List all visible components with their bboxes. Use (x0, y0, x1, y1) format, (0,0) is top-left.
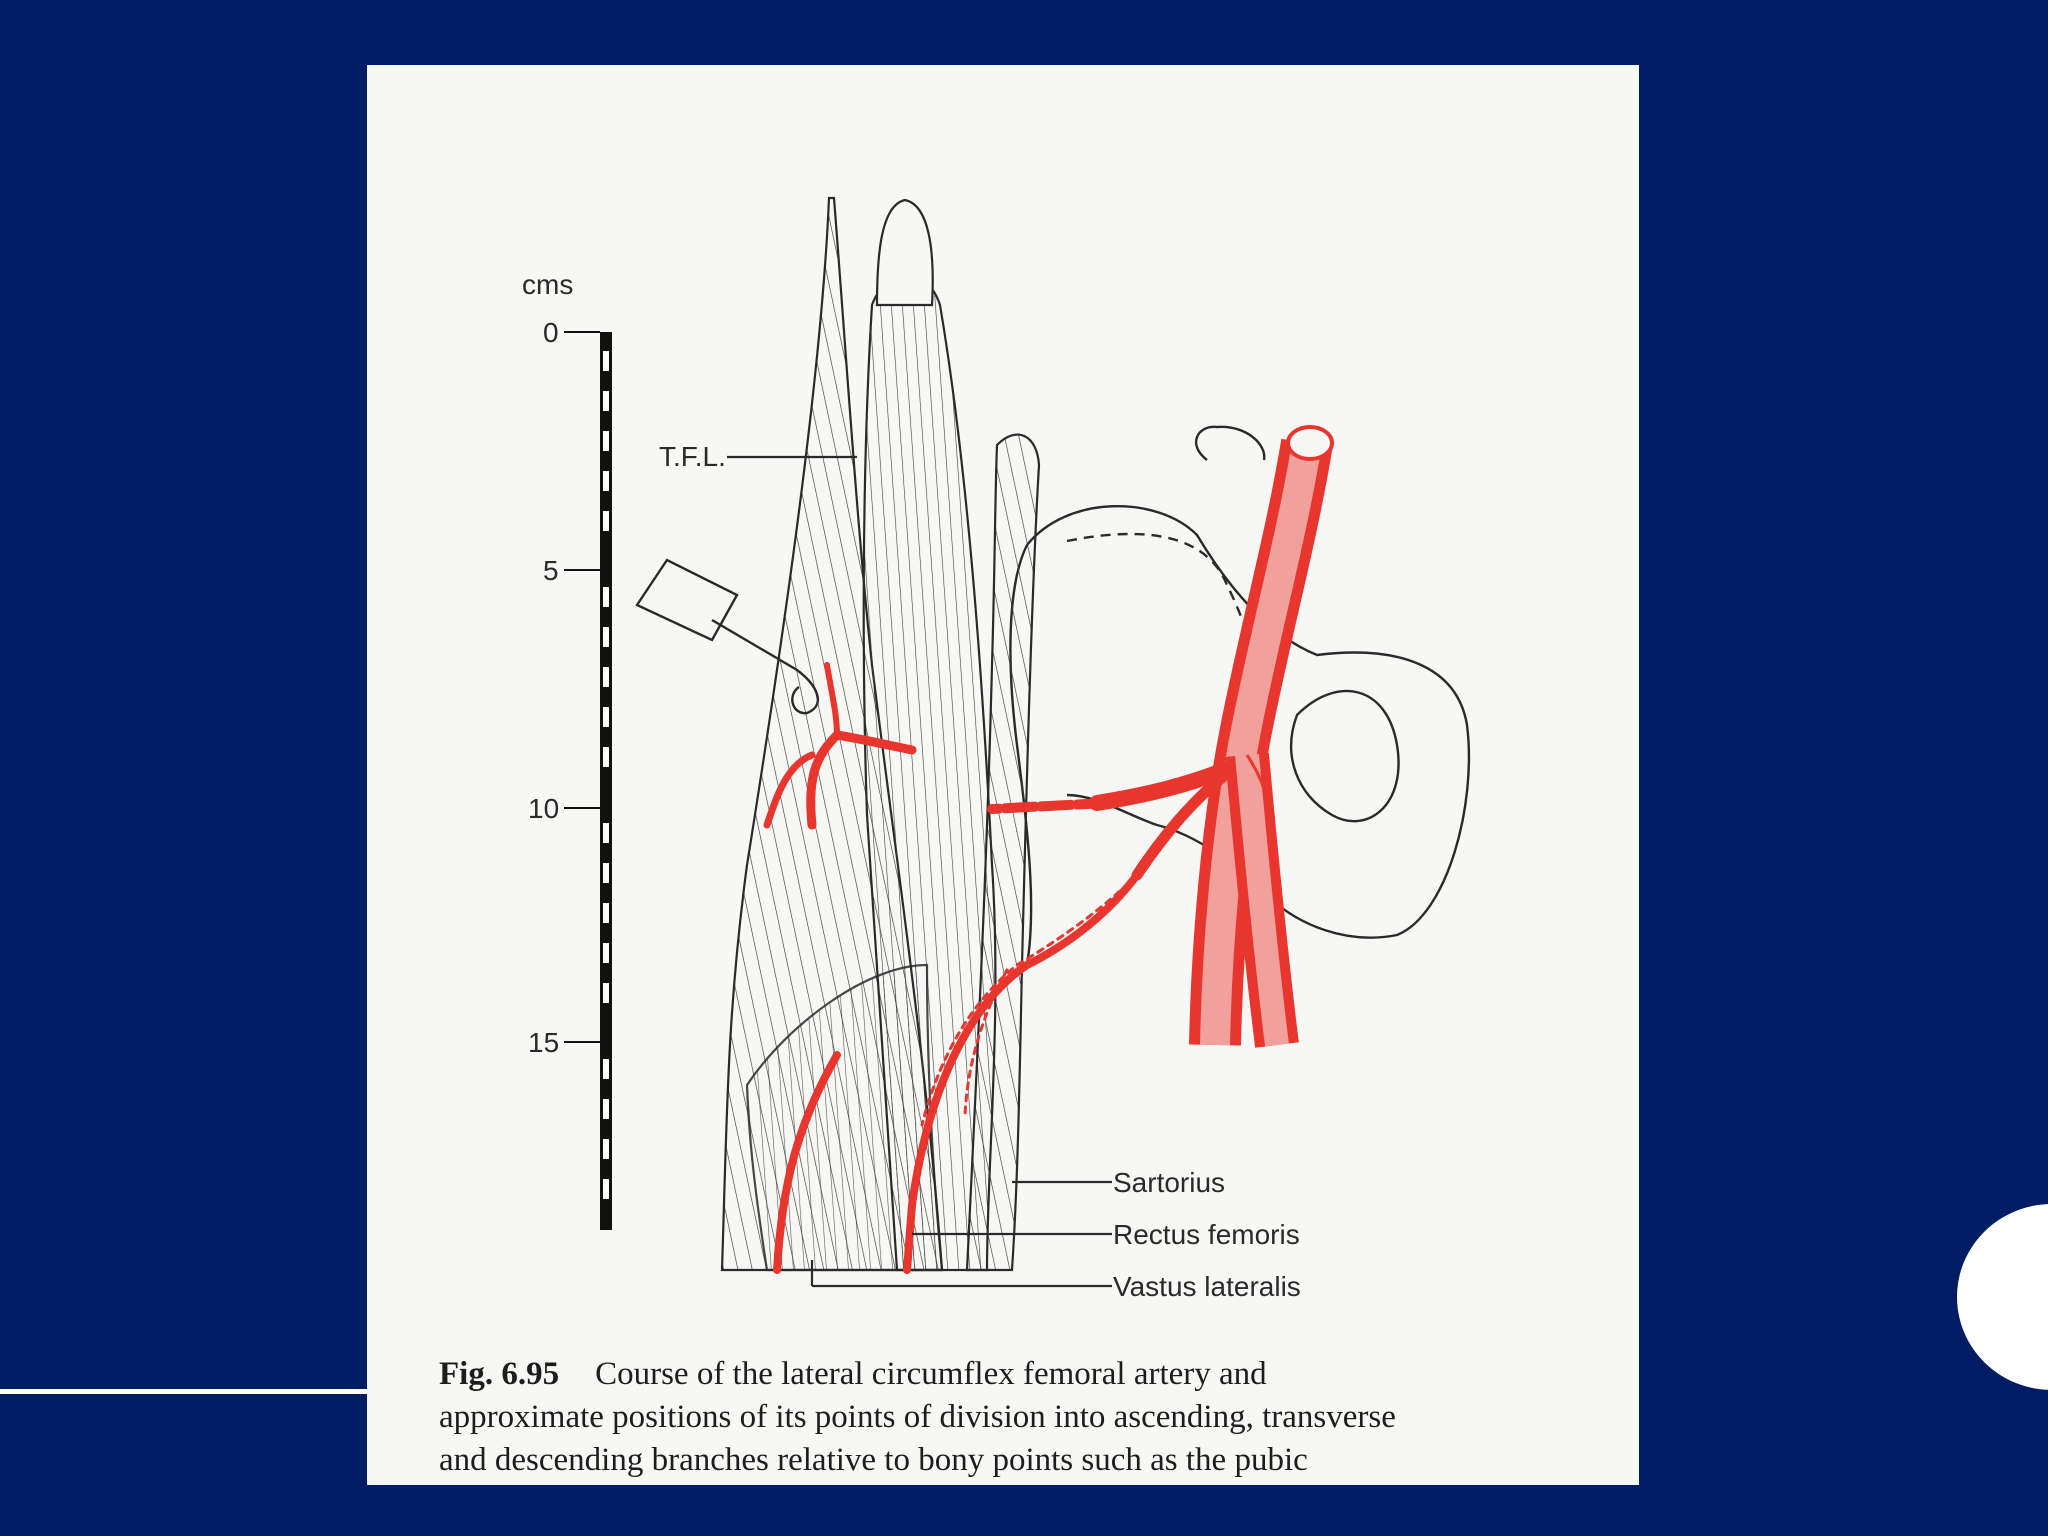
caption-line-1 (439, 1353, 1609, 1396)
label-tfl: T.F.L. (659, 441, 726, 472)
scale-bar (522, 269, 612, 1230)
anatomical-illustration (367, 65, 1639, 1395)
caption-line-3: and descending branches relative to bony points such as the pubic (439, 1442, 1308, 1478)
scale-unit-label: cms (522, 269, 574, 300)
label-sartorius: Sartorius (1113, 1167, 1226, 1198)
femoral-artery (1215, 427, 1332, 1045)
label-rectus-femoris: Rectus femoris (1113, 1219, 1300, 1250)
scale-tick-0: 0 (543, 317, 559, 348)
caption-line-2: approximate positions of its points of division into ascending, transverse (439, 1399, 1396, 1435)
scale-tick-5: 5 (543, 555, 559, 586)
figure-caption (439, 1353, 1609, 1482)
scale-tick-10: 10 (528, 793, 560, 824)
caption-text-1: Course of the lateral circumflex femoral artery and (595, 1356, 1267, 1392)
figure-number: Fig. 6.95 (439, 1356, 560, 1392)
scale-tick-15: 15 (528, 1027, 560, 1058)
divider-line (0, 1389, 369, 1394)
label-vastus-lateralis: Vastus lateralis (1113, 1271, 1301, 1302)
figure-page (367, 65, 1639, 1485)
thigh-muscles (722, 198, 1039, 1270)
